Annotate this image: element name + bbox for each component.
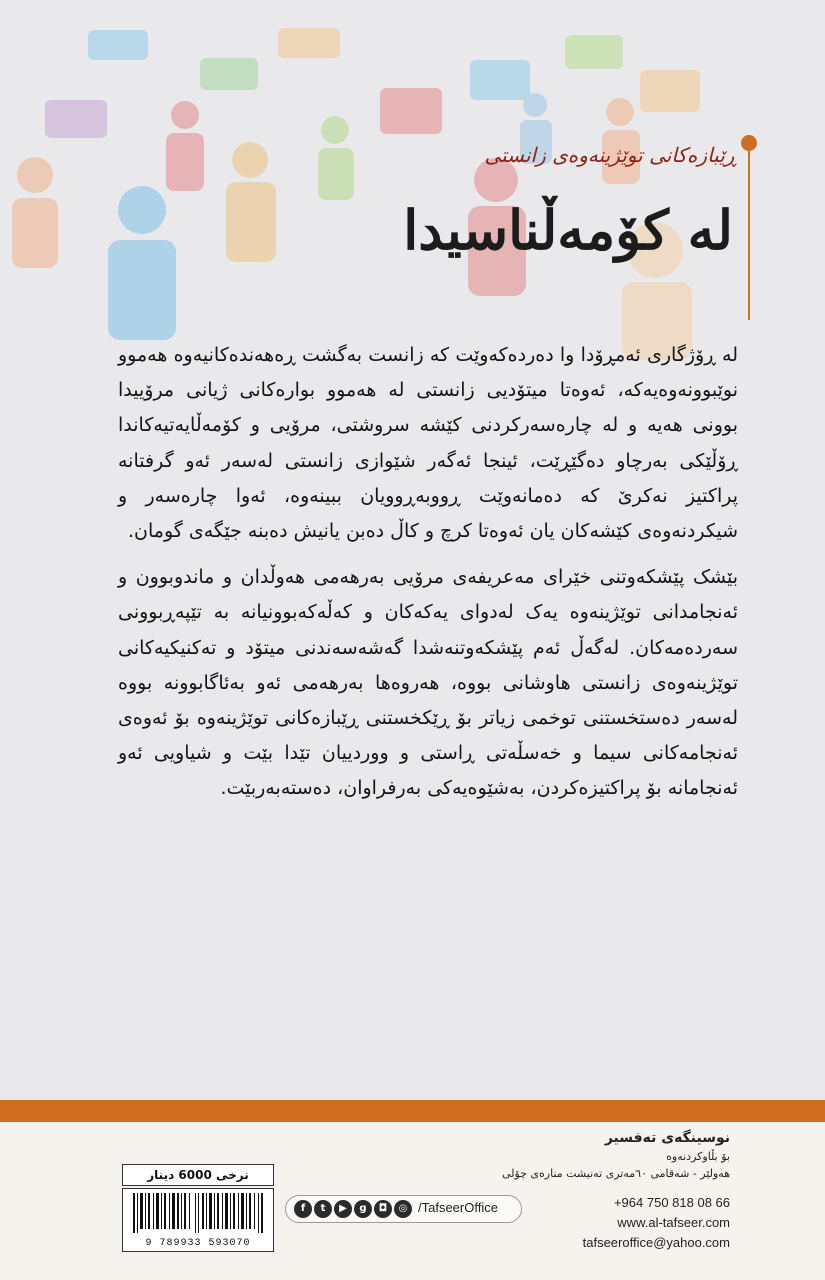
person-figure [166,101,204,191]
publisher-subtitle: بۆ بڵاوکردنەوە [666,1150,730,1163]
publisher-name: نوسینگەی تەفسیر [604,1130,730,1146]
social-handle[interactable]: /TafseerOffice [418,1200,498,1215]
speech-bubble [45,100,107,138]
google-plus-icon: g [354,1200,372,1218]
person-figure [108,186,176,340]
publisher-info [370,1128,730,1182]
barcode-bars [123,1189,273,1235]
title-ornament-dot [741,135,757,151]
phone-number: +964 750 818 08 66 [613,1195,730,1210]
social-media-bar [285,1195,522,1223]
person-figure [602,98,640,184]
person-figure [12,157,58,268]
isbn-digits: 9 789933 593070 [145,1238,251,1249]
camera-icon: ◘ [374,1200,392,1218]
publisher-address: هەولێر - شەقامی ٦٠مەتری تەنیشت منارەی چۆلی [501,1167,730,1180]
speech-bubble [565,35,623,69]
twitter-icon: t [314,1200,332,1218]
title-ornament-line [748,150,750,320]
speech-bubble [640,70,700,112]
youtube-icon: ▶ [334,1200,352,1218]
email-address[interactable]: tafseeroffice@yahoo.com [582,1235,730,1250]
book-title: لە کۆمەڵناسیدا [403,198,733,262]
blurb-text [118,338,738,807]
blurb-paragraph: لە ڕۆژگاری ئەمڕۆدا وا دەردەکەوێت کە زانست بەگشت ڕەهەندەکانیەوە هەموو نوێبوونەوەیەکە، ئەوەتا میتۆدیی زانستی لە هەموو بوارەکانی ژیانی مرۆییدا بوونی هەیە و لە چارەسەرکردنی کێشە سروشتی، مرۆیی و کۆمەڵایەتیەکاندا ڕۆڵێکی بەرچاو دەگێڕێت، ئینجا ئەگەر شێوازی زانستی لەسەر ئەو گرفتانە پراکتیز نەکرێ کە دەمانەوێت ڕووبەڕوویان ببینەوە، ئەوا چارەسەر و شیکردنەوەی کێشەکان یان ئەوەتا کرچ و کاڵ دەبن یانیش دەبنە جێگەی گومان. [118,344,738,543]
price-label: نرخی 6000 دینار [122,1164,274,1186]
background-people-illustration [0,0,825,360]
instagram-icon: ◎ [394,1200,412,1218]
website-link[interactable]: www.al-tafseer.com [617,1215,730,1230]
series-title: ڕێبازەکانی توێژینەوەی زانستی [484,143,737,167]
speech-bubble [200,58,258,90]
footer-band-top [0,1100,825,1122]
blurb-paragraph: بێشک پێشکەوتنی خێرای مەعریفەی مرۆیی بەرهەمی هەوڵدان و ماندوبوون و ئەنجامدانی توێژینەوە یەک لەدوای یەکەکان و کەڵەکەبوونیانە بە تێپەڕبوونی سەردەمەکان. لەگەڵ ئەم پێشکەوتنەشدا گەشەسەندنی میتۆد و تەکنیکیەکانی توێژینەوەی زانستی هاوشانی بووە، هەروەها بەرهەمی ئەو بەئاگابوونە بووە لەسەر دەستخستنی توخمی زیاتر بۆ ڕێکخستنی ڕێبازەکانی توێژینەوە بۆ ئەوەی ئەنجامەکانی سیما و خەسڵەتی ڕاستی و ووردییان تێدا بێت و شیاویی ئەو ئەنجامانە بۆ پراکتیزەکردن، بەشێوەیەکی بەرفراوان، دەستەبەربێت. [118,566,738,800]
isbn-barcode [122,1188,274,1252]
facebook-icon: f [294,1200,312,1218]
speech-bubble [380,88,442,134]
speech-bubble [278,28,340,58]
speech-bubble [88,30,148,60]
speech-bubble [470,60,530,100]
